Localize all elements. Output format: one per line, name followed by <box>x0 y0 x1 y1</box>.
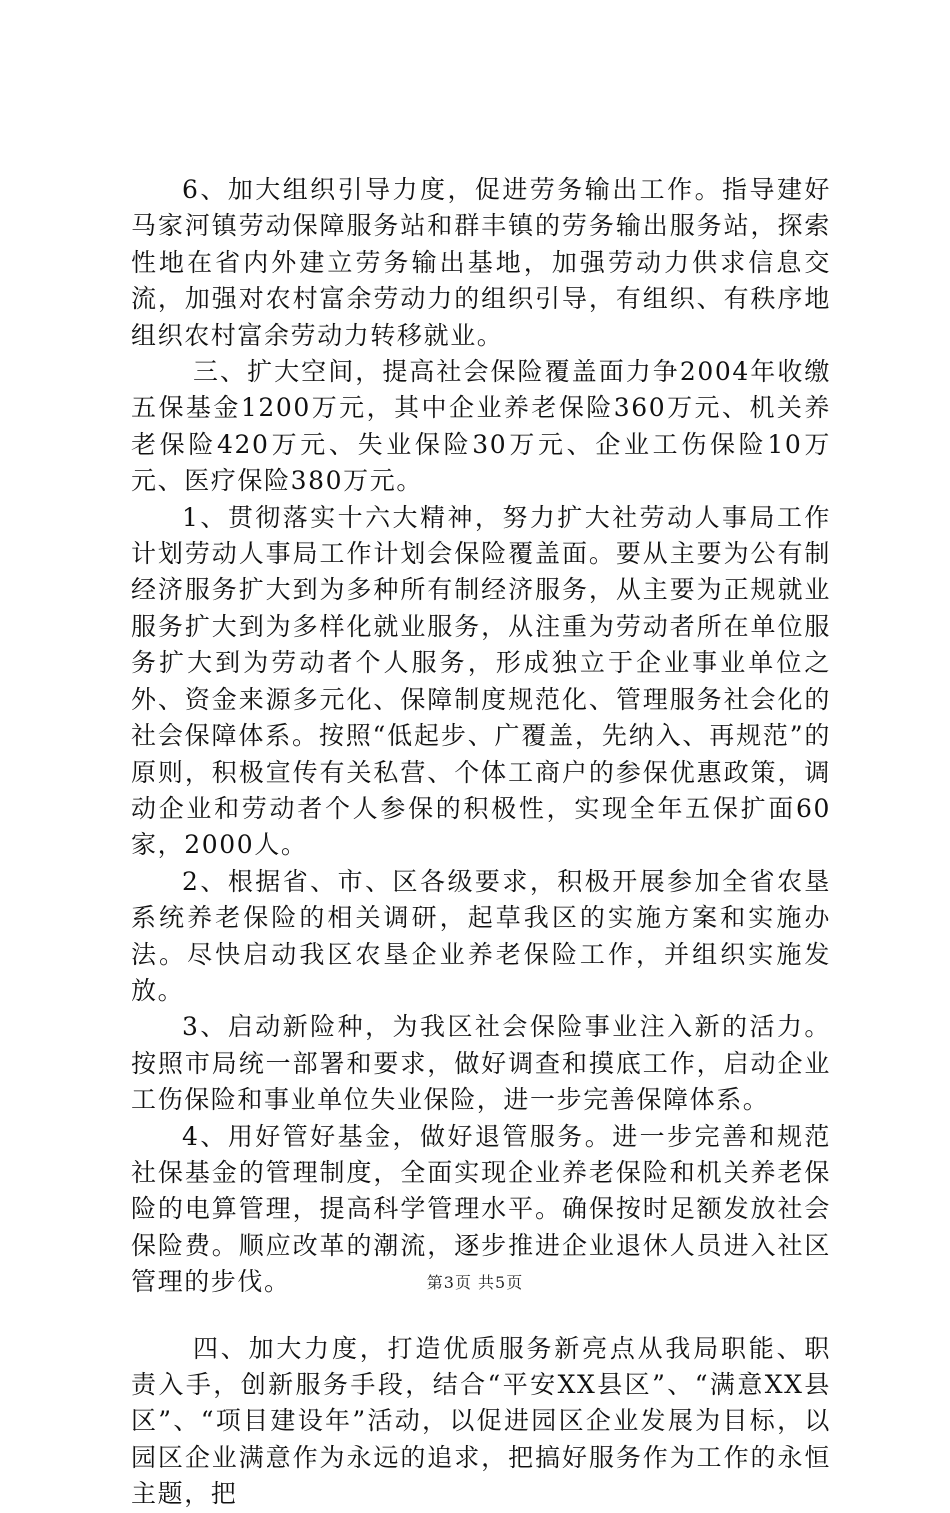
paragraph-labor-export: 6、加大组织引导力度，促进劳务输出工作。指导建好马家河镇劳动保障服务站和群丰镇的劳务输出服务站，探索性地在省内外建立劳务输出基地，加强劳动力供求信息交流，加强对农村富余劳动力的组织引导，有组织、有秩序地组织农村富余劳动力转移就业。 <box>131 175 831 350</box>
paragraph-item-two-farm-pension: 2、根据省、市、区各级要求，积极开展参加全省农垦系统养老保险的相关调研，起草我区的实施方案和实施办法。尽快启动我区农垦企业养老保险工作，并组织实施发放。 <box>131 866 831 1005</box>
paragraph-section-three-heading: 三、扩大空间，提高社会保险覆盖面力争2004年收缴五保基金1200万元，其中企业养老保险360万元、机关养老保险420万元、失业保险30万元、企业工伤保险10万元、医疗保险380万元。 <box>131 357 831 496</box>
paragraph-item-four-fund-management: 4、用好管好基金，做好退管服务。进一步完善和规范社保基金的管理制度，全面实现企业养老保险和机关养老保险的电算管理，提高科学管理水平。确保按时足额发放社会保险费。顺应改革的潮流，逐步推进企业退休人员进入社区管理的步伐。 <box>131 1121 831 1297</box>
paragraph-item-three-new-insurance: 3、启动新险种，为我区社会保险事业注入新的活力。按照市局统一部署和要求，做好调查和摸底工作，启动企业工伤保险和事业单位失业保险，进一步完善保障体系。 <box>131 1012 831 1115</box>
page-number-footer: 第3页 共5页 <box>426 1273 524 1292</box>
paragraph-section-four-heading: 四、加大力度，打造优质服务新亮点从我局职能、职责入手，创新服务手段，结合“平安XX县区”、“满意XX县区”、“项目建设年”活动，以促进园区企业发展为目标，以园区企业满意作为永远的追求，把搞好服务作为工作的永恒主题，把 <box>131 1333 831 1509</box>
paragraph-gap <box>131 1301 831 1331</box>
paragraph-item-one-coverage: 1、贯彻落实十六大精神，努力扩大社劳动人事局工作计划劳动人事局工作计划会保险覆盖面。要从主要为公有制经济服务扩大到为多种所有制经济服务，从主要为正规就业服务扩大到为多样化就业服务，从注重为劳动者所在单位服务扩大到为劳动者个人服务，形成独立于企业事业单位之外、资金来源多元化、保障制度规范化、管理服务社会化的社会保障体系。按照“低起步、广覆盖，先纳入、再规范”的原则，积极宣传有关私营、个体工商户的参保优惠政策，调动企业和劳动者个人参保的积极性，实现全年五保扩面60家，2000人。 <box>131 502 831 860</box>
document-body <box>131 172 831 1513</box>
